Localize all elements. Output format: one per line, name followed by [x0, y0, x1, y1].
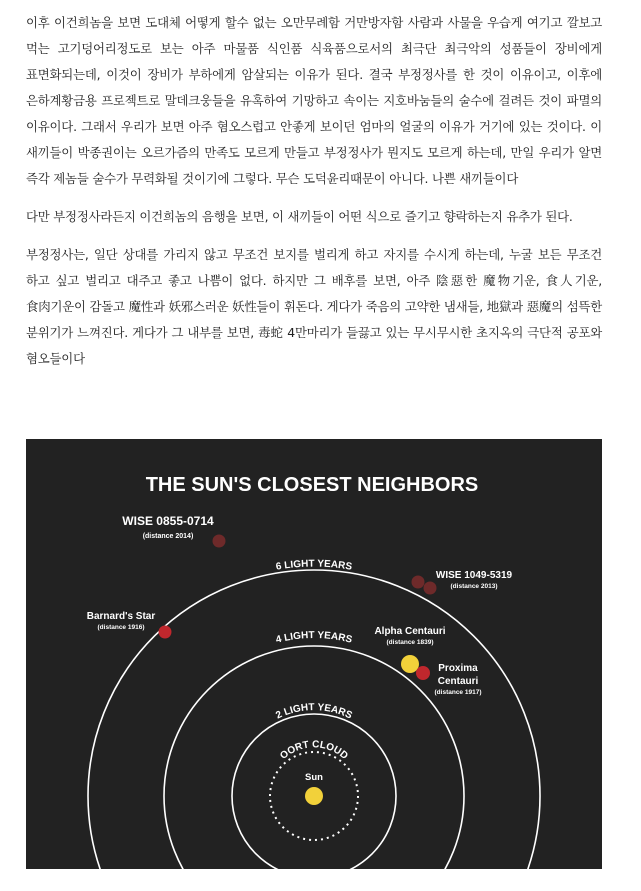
article-body [26, 10, 602, 384]
figure-canvas [26, 439, 602, 869]
wise-0855-label: WISE 0855-0714 [122, 514, 214, 528]
barnards-star-note: (distance 1916) [97, 624, 145, 631]
wise-1049-label: WISE 1049-5319 [435, 570, 513, 581]
article-paragraph-1: 이후 이건희놈을 보면 도대체 어떻게 할수 없는 오만무례함 거만방자함 사람과 사물을 우습게 여기고 깔보고 먹는 고기덩어리정도로 보는 아주 마물품 식인품 식육품으로서의 최극단 최극악의 성품들이 장비에게 표면화되는데, 이것이 장비가 부하에게 암살되는 이유가 된다. 결국 부정정사를 한 것이 이유이고, 이후에 은하계황금용 프로젝트로 말데크웅들을 유혹하여 기망하고 속이는 지호바눔들의 술수에 걸려든 것이 파멸의 이유이다. 그래서 우리가 보면 아주 혐오스럽고 안좋게 보이던 엄마의 얼굴의 이유가 거기에 있는 것이다. 이 새끼들이 박종권이는 오르가즘의 만족도 모르게 만들고 부정정사가 뭔지도 모르게 하는데, 만일 우리가 알면 즉각 제놈들 술수가 무력화될 것이기에 그렇다. 무슨 도덕윤리때문이 아니다. 나쁜 새끼들이다 [26, 15, 602, 186]
proxima-label-line2: Centauri [437, 676, 479, 687]
sun-label: Sun [305, 772, 323, 783]
ring-4-label: 4 LIGHT YEARS [274, 629, 354, 646]
alpha-centauri-label: Alpha Centauri [374, 626, 446, 637]
wise-1049-marker-a [412, 576, 425, 589]
wise-1049-marker-b [424, 582, 437, 595]
proxima-label-line1: Proxima [438, 663, 478, 674]
sun-marker [305, 787, 323, 805]
alpha-centauri-marker [401, 655, 419, 673]
ring-6-label: 6 LIGHT YEARS [275, 558, 353, 573]
wise-0855-marker [213, 535, 226, 548]
proxima-centauri-note: (distance 1917) [434, 689, 482, 696]
sun-neighbors-figure [26, 439, 602, 869]
wise-1049-note: (distance 2013) [450, 583, 498, 590]
article-paragraph-3: 부정정사는, 일단 상대를 가리지 않고 무조건 보지를 벌리게 하고 자지를 수시게 하는데, 누굴 보든 무조건 하고 싶고 벌리고 대주고 좋고 나쁨이 없다. 하지만 그 배후를 보면, 아주 陰惡한 魔物기운, 食人기운, 食肉기운이 감돌고 魔性과 妖邪스러운 妖性들이 휘돈다. 게다가 죽음의 고약한 냄새들, 地獄과 惡魔의 섬뜩한 분위기가 느껴진다. 게다가 그 내부를 보면, 毒蛇 4만마리가 들끓고 있는 무시무시한 초지옥의 극단적 공포와 혐오들이다 [26, 247, 602, 366]
barnards-star-marker [159, 626, 172, 639]
figure-title: THE SUN'S CLOSEST NEIGHBORS [145, 474, 479, 496]
barnards-star-label: Barnard's Star [86, 611, 156, 622]
wise-0855-note: (distance 2014) [142, 533, 194, 540]
proxima-centauri-marker [416, 666, 430, 680]
alpha-centauri-note: (distance 1839) [386, 639, 434, 646]
article-paragraph-2: 다만 부정정사라든지 이건희놈의 음행을 보면, 이 새끼들이 어떤 식으로 즐기고 향락하는지 유추가 된다. [26, 209, 573, 224]
ring-2-label: 2 LIGHT YEARS [274, 702, 354, 722]
oort-cloud-label: OORT CLOUD [278, 739, 350, 762]
